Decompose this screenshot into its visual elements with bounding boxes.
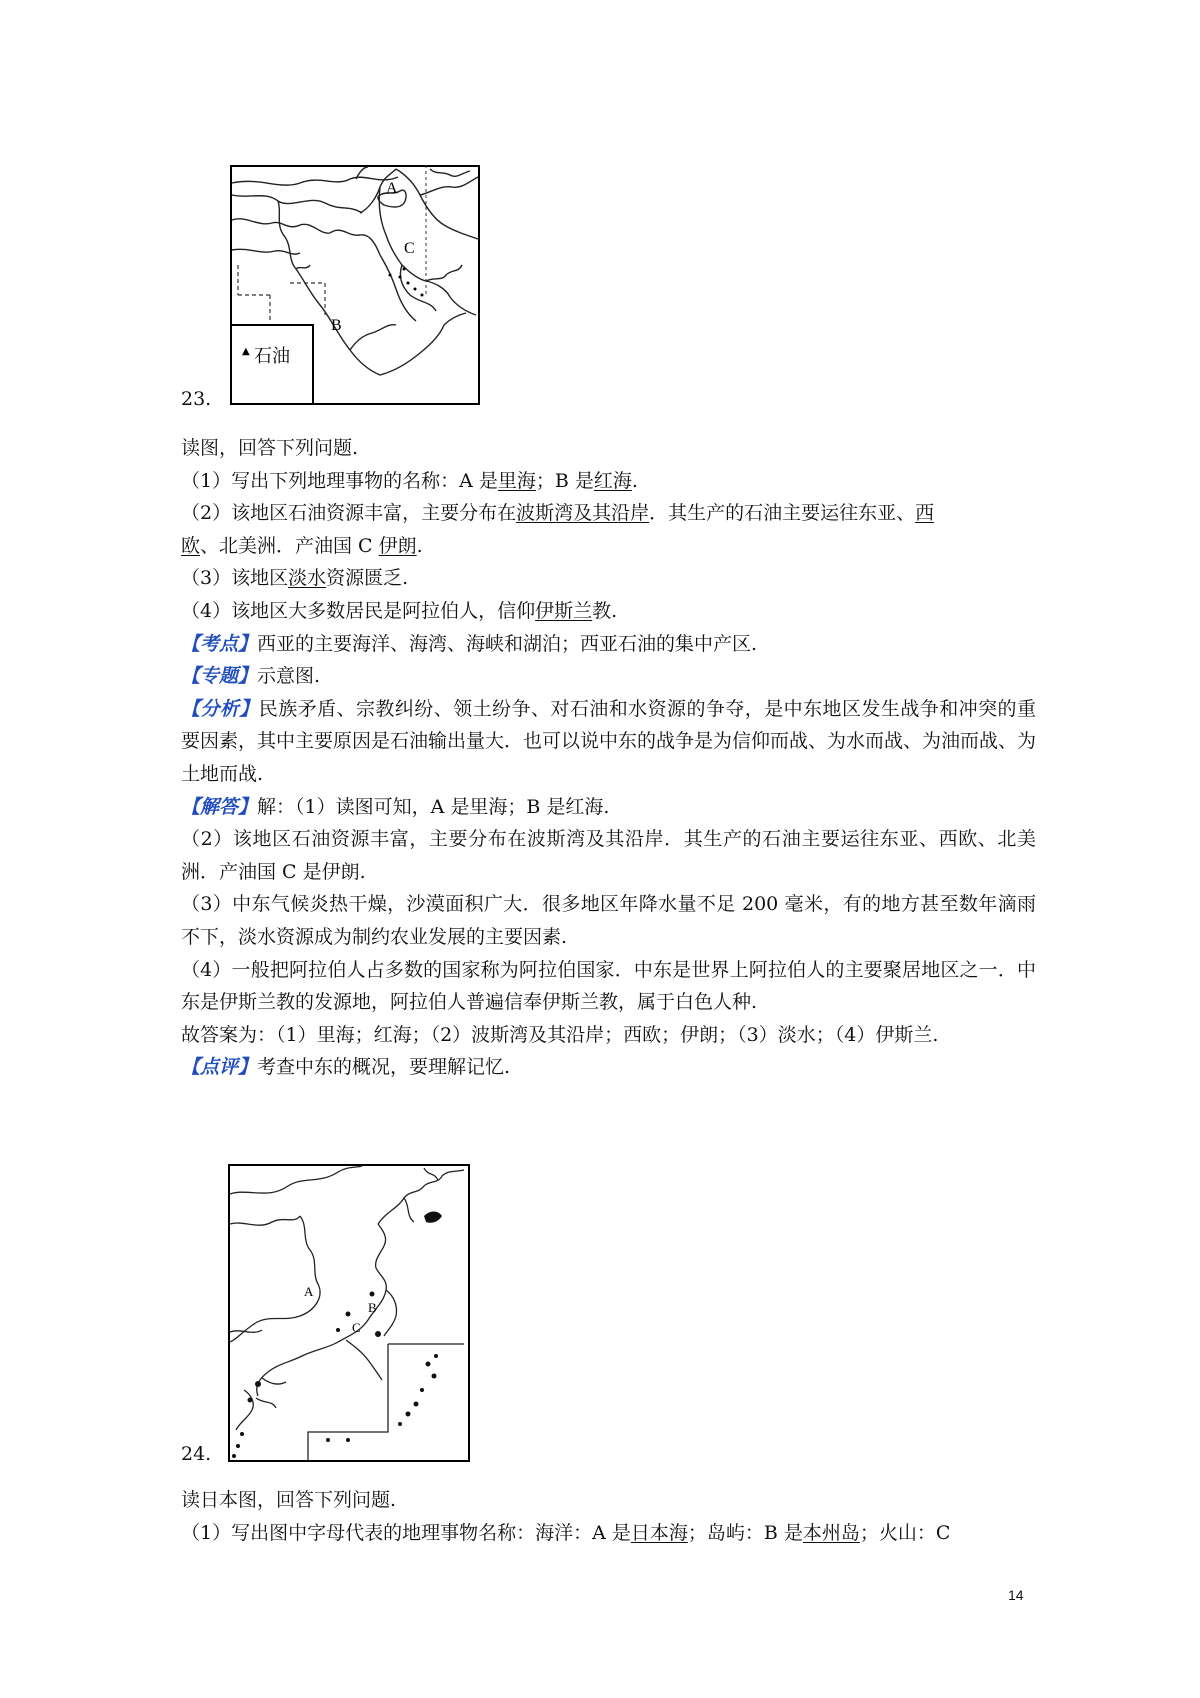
q23-dianping: 【点评】考查中东的概况，要理解记忆. bbox=[181, 1056, 511, 1079]
map1-label-a: A bbox=[386, 180, 398, 197]
map1-label-b: B bbox=[331, 317, 342, 334]
question-24-number: 24. bbox=[181, 1443, 212, 1465]
q24-part-1: （1）写出图中字母代表的地理事物名称：海洋：A 是日本海；岛屿：B 是本州岛；火山：C bbox=[181, 1521, 951, 1544]
q23-jieda-2: （2）该地区石油资源丰富，主要分布在波斯湾及其沿岸．其生产的石油主要运往东亚、西欧、北美洲．产油国 C 是伊朗. bbox=[181, 828, 1036, 883]
question-23-number: 23. bbox=[181, 388, 212, 410]
q23-stem: 读图，回答下列问题. bbox=[181, 437, 359, 459]
question-23-body bbox=[181, 432, 1036, 1084]
q23-kaodian: 【考点】西亚的主要海洋、海湾、海峡和湖泊；西亚石油的集中产区. bbox=[181, 632, 758, 655]
q23-fenxi: 【分析】民族矛盾、宗教纠纷、领土纷争、对石油和水资源的争夺，是中东地区发生战争和冲突的重要因素，其中主要原因是石油输出量大．也可以说中东的战争是为信仰而战、为水而战、为油而战、为土地而战. bbox=[181, 697, 1037, 785]
q23-jieda-3: （3）中东气候炎热干燥，沙漠面积广大．很多地区年降水量不足 200 毫米，有的地方甚至数年滴雨不下，淡水资源成为制约农业发展的主要因素. bbox=[181, 893, 1036, 948]
page-number: 14 bbox=[1008, 1587, 1024, 1603]
oil-legend-text: 石油 bbox=[254, 346, 290, 367]
map2-label-b: B bbox=[368, 1300, 377, 1315]
q23-zhuanti: 【专题】示意图. bbox=[181, 665, 321, 688]
q23-part-3: （3）该地区淡水资源匮乏. bbox=[181, 567, 409, 590]
q23-jieda: 【解答】解：（1）读图可知，A 是里海；B 是红海. bbox=[181, 795, 610, 818]
q24-stem: 读日本图，回答下列问题. bbox=[181, 1489, 397, 1511]
q23-part-1: （1）写出下列地理事物的名称：A 是里海；B 是红海. bbox=[181, 469, 638, 492]
q23-part-4: （4）该地区大多数居民是阿拉伯人，信仰伊斯兰教. bbox=[181, 599, 618, 622]
q23-answer: 故答案为：（1）里海；红海；（2）波斯湾及其沿岸；西欧；伊朗；（3）淡水；（4）伊斯兰. bbox=[181, 1023, 939, 1046]
q23-part-2-cont: 欧、北美洲．产油国 C 伊朗. bbox=[181, 534, 423, 557]
map2-label-c: C bbox=[352, 1320, 361, 1335]
q23-jieda-4: （4）一般把阿拉伯人占多数的国家称为阿拉伯国家．中东是世界上阿拉伯人的主要聚居地区之一．中东是伊斯兰教的发源地，阿拉伯人普遍信奉伊斯兰教，属于白色人种. bbox=[181, 958, 1036, 1014]
question-24-body bbox=[181, 1484, 1036, 1549]
japan-map bbox=[228, 1164, 470, 1462]
map2-label-a: A bbox=[304, 1284, 314, 1299]
map1-label-c: C bbox=[404, 240, 415, 257]
oil-legend-icon: ▲ bbox=[242, 346, 250, 357]
q23-part-2: （2）该地区石油资源丰富，主要分布在波斯湾及其沿岸．其生产的石油主要运往东亚、西 bbox=[181, 502, 935, 525]
middle-east-map bbox=[230, 165, 480, 405]
